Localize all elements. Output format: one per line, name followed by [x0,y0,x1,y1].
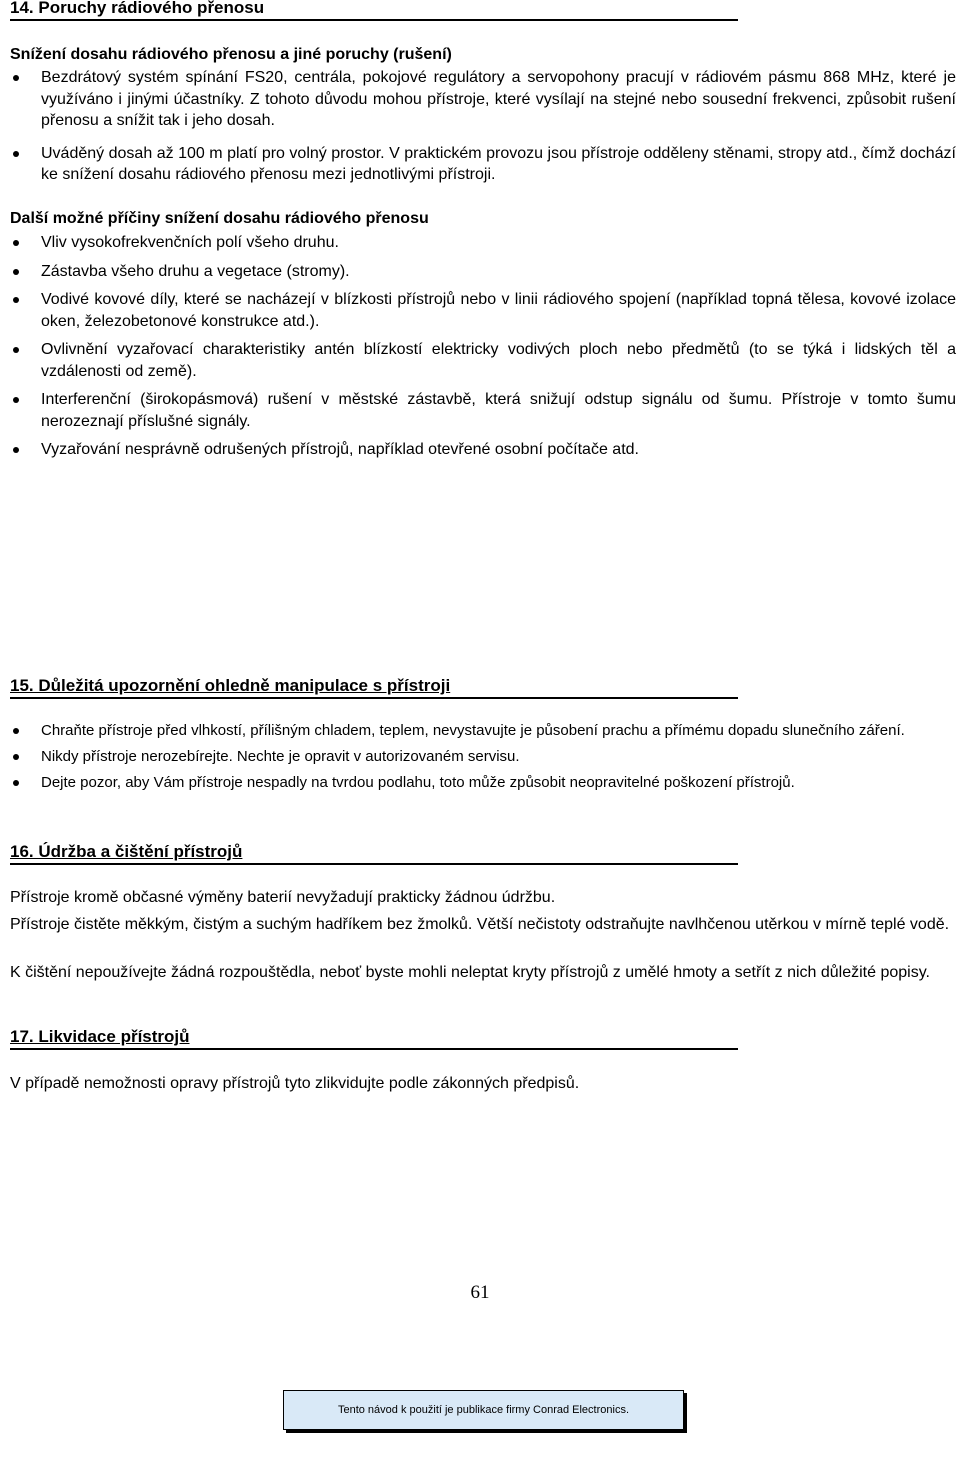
list-item: Vyzařování nesprávně odrušených přístrojů, například otevřené osobní počítače atd. [0,439,958,461]
list-item: Zástavba všeho druhu a vegetace (stromy). [0,261,958,283]
bullet-icon [13,728,19,734]
maintenance-paragraph-1: Přístroje kromě občasné výměny baterií nevyžadují prakticky žádnou údržbu. [10,889,556,906]
footer-text: Tento návod k použití je publikace firmy Conrad Electronics. [337,1404,630,1416]
section-14-subheading-interference: Snížení dosahu rádiového přenosu a jiné poruchy (rušení) [10,46,452,63]
section-14-heading: 14. Poruchy rádiového přenosu [10,0,738,21]
list-item: Vliv vysokofrekvenčních polí všeho druhu. [0,232,958,254]
bullet-icon [13,297,19,303]
list-item: Ovlivnění vyzařovací charakteristiky antén blízkostí elektricky vodivých ploch nebo předmětů (to se týká i lidských těl a vzdálenosti od země). [0,339,958,382]
list-item: Uváděný dosah až 100 m platí pro volný prostor. V praktickém provozu jsou přístroje odděleny stěnami, stropy atd., čímž dochází ke snížení dosahu rádiového přenosu mezi jednotlivými přístroji. [0,143,958,186]
interference-list [0,67,958,186]
handling-list [0,721,958,793]
bullet-icon [13,75,19,81]
footer-publisher-note [283,1390,684,1430]
section-16-heading: 16. Údržba a čištění přístrojů [10,842,738,865]
bullet-icon [13,754,19,760]
section-15-heading: 15. Důležitá upozornění ohledně manipulace s přístroji [10,676,738,699]
list-item: Interferenční (širokopásmová) rušení v městské zástavbě, která snižují odstup signálu od šumu. Přístroje v tomto šumu nerozeznají příslušné signály. [0,389,958,432]
section-17-heading: 17. Likvidace přístrojů [10,1027,738,1050]
bullet-icon [13,780,19,786]
causes-list [0,232,958,461]
list-item: Dejte pozor, aby Vám přístroje nespadly na tvrdou podlahu, toto může způsobit neopravitelné poškození přístrojů. [0,773,958,793]
bullet-icon [13,397,19,403]
maintenance-paragraph-2: Přístroje čistěte měkkým, čistým a suchým hadříkem bez žmolků. Větší nečistoty odstraňujte navlhčenou utěrkou v mírně teplé vodě. [10,916,950,933]
list-item: Bezdrátový systém spínání FS20, centrála, pokojové regulátory a servopohony pracují v rádiovém pásmu 868 MHz, které je využíváno i jinými účastníky. Z tohoto důvodu mohou přístroje, které vysílají na stejné nebo sousední frekvenci, způsobit rušení přenosu a snížit tak i jeho dosah. [0,67,958,132]
bullet-icon [13,240,19,246]
section-14-subheading-causes: Další možné příčiny snížení dosahu rádiového přenosu [10,210,429,227]
list-item: Vodivé kovové díly, které se nacházejí v blízkosti přístrojů nebo v linii rádiového spojení (například topná tělesa, kovové izolace oken, železobetonové konstrukce atd.). [0,289,958,332]
bullet-icon [13,447,19,453]
list-item: Nikdy přístroje nerozebírejte. Nechte je opravit v autorizovaném servisu. [0,747,958,767]
bullet-icon [13,347,19,353]
list-item: Chraňte přístroje před vlhkostí, přílišným chladem, teplem, nevystavujte je působení prachu a přímému dopadu slunečního záření. [0,721,958,741]
bullet-icon [13,269,19,275]
maintenance-paragraph-3: K čištění nepoužívejte žádná rozpouštědla, neboť byste mohli neleptat kryty přístrojů z umělé hmoty a setřít z nich důležité popisy. [10,964,930,981]
page-number: 61 [470,1282,490,1303]
disposal-paragraph: V případě nemožnosti opravy přístrojů tyto zlikvidujte podle zákonných předpisů. [10,1075,580,1092]
bullet-icon [13,151,19,157]
